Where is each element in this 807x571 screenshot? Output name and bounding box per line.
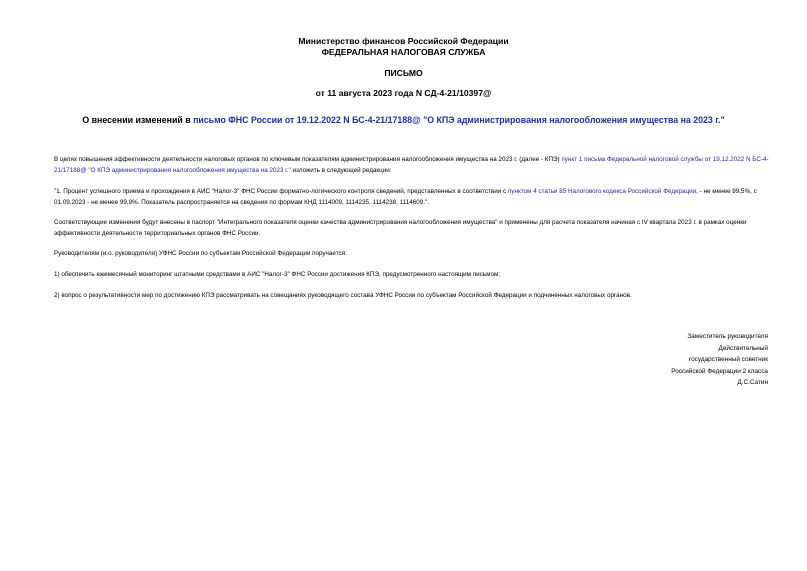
signature-line-1: Заместитель руководителя [687,333,768,340]
signature-name: Д.С.Сатин [737,379,768,386]
paragraph-2-text-b: , - не менее 99,5%, с 01.09.2023 - не менее 99,9%. Показатель распространяется на сведения по формам КНД 1114009, 1114235, 1114238, 1114609.". [54,188,757,206]
paragraph-2 [40,186,784,208]
paragraph-3: Соответствующие изменения будут внесены в паспорт "Интегрального показателя оценки качества администрирования налогообложения имущества" и применены для расчета показателя начиная с IV квартала 2023 г. в рамках оценки эффективности деятельности территориальных органов ФНС России. [54,219,747,237]
paragraph-6: 2) вопрос о результативности мер по достижению КПЭ рассматривать на совещаниях руководящего состава УФНС России по субъектам Российской Федерации и подчиненных налоговых органов. [54,292,632,299]
paragraph-4: Руководителям (и.о. руководителя) УФНС России по субъектам Российской Федерации поручается: [54,250,347,257]
ministry-name: Министерство финансов Российской Федерации [298,36,509,46]
paragraph-1-link[interactable]: пункт 1 письма Федеральной налоговой службы от 19.12.2022 N БС-4-21/17188@ "О КПЭ администрирования налогообложения имущества на 2023 г." [54,156,769,174]
paragraph-1 [40,154,784,176]
doc-date-number: от 11 августа 2023 года N СД-4-21/10397@ [315,88,492,98]
doc-type: ПИСЬМО [384,68,423,78]
doc-title [20,115,787,125]
paragraph-1-text-a: В целях повышения эффективности деятельности налоговых органов по ключевым показателям администрирования налогообложения имущества на 2023 г. (далее - КПЭ) [54,156,562,163]
paragraph-2-text-a: "1. Процент успешного приема и прохождения в АИС "Налог-3" ФНС России форматно-логического контроля сведений, представленных в соответствии с [54,188,508,195]
paragraph-1-text-b: изложить в следующей редакции: [290,167,392,174]
signature-block [671,331,768,389]
paragraph-2-link[interactable]: пунктом 4 статьи 85 Налогового кодекса Российской Федерации [507,188,697,195]
signature-line-2: Действительный [718,344,768,352]
title-link[interactable]: письмо ФНС России от 19.12.2022 N БС-4-21/17188@ "О КПЭ администрирования налогообложения имущества на 2023 г." [193,115,725,125]
service-name: ФЕДЕРАЛЬНАЯ НАЛОГОВАЯ СЛУЖБА [321,47,486,57]
signature-line-4: Российской Федерации 2 класса [671,367,768,375]
signature-line-3: государственный советник [688,356,768,363]
title-prefix: О внесении изменений в [82,115,194,125]
paragraph-5: 1) обеспечить ежемесячный мониторинг штатными средствами в АИС "Налог-3" ФНС России достижения КПЭ, предусмотренного настоящим письмом; [54,271,501,278]
